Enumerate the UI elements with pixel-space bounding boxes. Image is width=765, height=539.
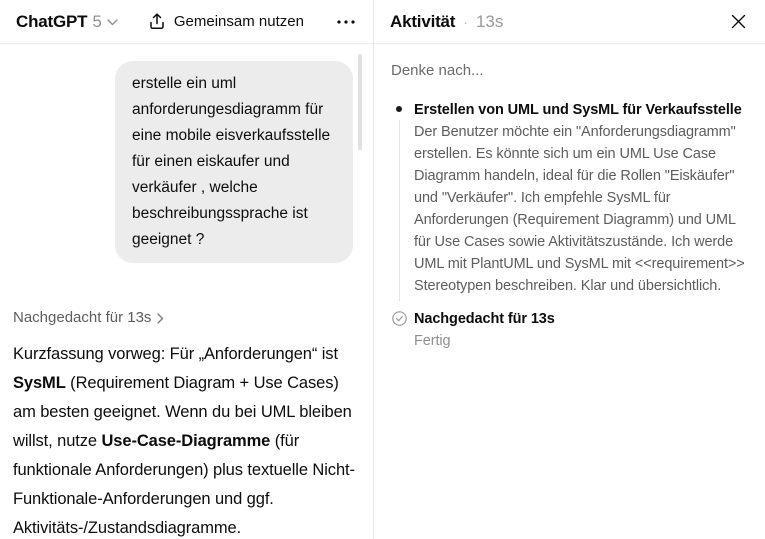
activity-item-done — [391, 308, 749, 352]
activity-done-title: Nachgedacht für 13s — [414, 311, 555, 327]
check-circle-icon — [392, 311, 407, 326]
answer-text: Kurzfassung vorweg: Für „Anforderungen“ ist — [13, 345, 338, 363]
answer-bold-sysml: SysML — [13, 374, 66, 392]
activity-item-body: Der Benutzer möchte ein "Anforderungsdiagramm" erstellen. Es könnte sich um ein UML Use Case Diagramm handeln, ideal für die Rollen "Eiskäufer" und "Verkäufer". Ich empfehle SysML für Anforderungen (Requirement Diagramm) und UML für Use Cases sowie Aktivitätszustände. Ich werde UML mit PlantUML und SysML mit <<requirement>> Stereotypen beschreiben. Klar und übersichtlich. — [414, 124, 745, 294]
bullet-dot-icon — [396, 106, 402, 112]
activity-header — [374, 0, 765, 44]
activity-item-thought — [391, 99, 749, 297]
chevron-down-icon — [107, 19, 118, 26]
answer-text: (für funktionale Anforderungen) plus textuelle Nicht-Funktionale-Anforderungen und ggf. Aktivitäts-/Zustandsdiagramme. — [13, 432, 355, 537]
chat-messages — [0, 44, 373, 539]
chevron-right-icon — [157, 313, 164, 324]
thought-toggle-label: Nachgedacht für 13s — [13, 309, 152, 326]
assistant-answer — [13, 340, 360, 539]
share-button[interactable] — [149, 13, 304, 30]
activity-item-title: Erstellen von UML und SysML für Verkaufsstelle — [414, 102, 742, 118]
close-icon — [731, 14, 746, 29]
timeline-connector — [399, 120, 400, 301]
activity-title: Aktivität — [390, 11, 456, 31]
model-version-label: 5 — [92, 11, 102, 31]
activity-title-group — [390, 12, 503, 32]
answer-bold-usecase: Use-Case-Diagramme — [101, 432, 271, 450]
answer-text: (Requirement Diagram + Use Cases) am besten geeignet. Wenn du bei UML bleiben willst, nutze — [13, 374, 352, 450]
activity-status: Denke nach... — [391, 62, 484, 79]
activity-log — [374, 44, 765, 539]
activity-done-status: Fertig — [414, 333, 451, 349]
user-message-bubble: erstelle ein uml anforderungesdiagramm für eine mobile eisverkaufsstelle für einen eiskaufer und verkäufer , welche beschreibungssprache ist geeignet ? — [115, 61, 353, 263]
conversation-header — [0, 0, 373, 44]
share-button-label: Gemeinsam nutzen — [173, 13, 304, 30]
more-options-button[interactable] — [335, 16, 357, 28]
close-button[interactable] — [728, 11, 749, 32]
conversation-pane — [0, 0, 374, 539]
thought-duration-toggle[interactable] — [13, 309, 360, 326]
share-icon — [149, 13, 165, 30]
activity-duration: 13s — [475, 11, 504, 31]
app-title: ChatGPT — [16, 11, 88, 31]
scrollbar-thumb[interactable] — [358, 54, 362, 150]
activity-pane — [374, 0, 765, 539]
model-switcher[interactable] — [16, 12, 118, 32]
more-icon — [337, 20, 355, 24]
activity-separator: · — [463, 13, 468, 30]
